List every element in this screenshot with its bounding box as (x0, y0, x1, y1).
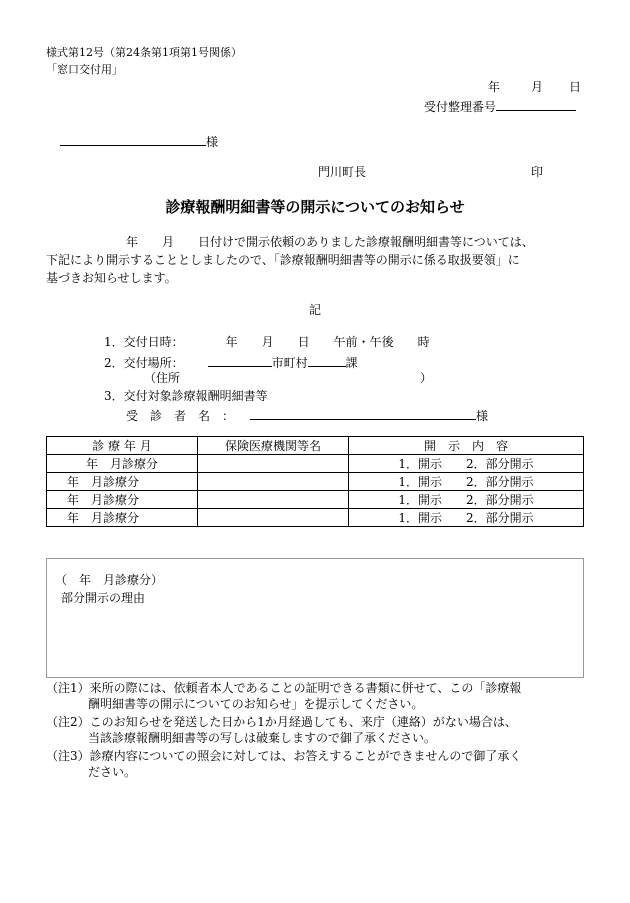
item-2-dept: 課 (345, 356, 358, 370)
note-1-line-1: （注1）来所の際には、依頼者本人であることの証明できる書類に併せて、この「診療報 (46, 681, 522, 695)
patient-row (126, 406, 488, 423)
document-title: 診療報酬明細書等の開示についてのお知らせ (165, 198, 465, 216)
table-header-row (47, 437, 584, 455)
reception-number (424, 97, 576, 114)
note-2-line-2: 当該診療報酬明細書等の写しは破棄しますので御了承ください。 (88, 731, 437, 745)
patient-suffix: 様 (476, 409, 489, 423)
row-content: 1．開示 2．部分開示 (349, 455, 584, 473)
header-hospital: 保険医療機関等名 (198, 437, 349, 455)
table-row (47, 455, 584, 473)
disclosure-table (46, 436, 584, 527)
reason-label: 部分開示の理由 (61, 591, 146, 605)
note-3-line-1: （注3）診療内容についての照会に対しては、お答えすることができませんので御了承く (46, 749, 522, 763)
city-field (208, 353, 272, 367)
header-content: 開 示 内 容 (349, 437, 584, 455)
item-2-label: 2．交付場所： (104, 356, 184, 370)
addressee (60, 132, 218, 149)
item-2-city: 市町村 (271, 356, 308, 370)
row-hospital (198, 473, 349, 491)
row-hospital (198, 455, 349, 473)
table-row (47, 473, 584, 491)
window-label: 「窓口交付用」 (46, 63, 123, 76)
reception-number-field (496, 97, 576, 111)
item-2-address-close: ） (420, 371, 433, 385)
item-2-address-open: （住所 (144, 371, 181, 385)
date-month-label: 月 (531, 80, 544, 94)
addressee-suffix: 様 (206, 135, 219, 149)
table-row (47, 491, 584, 509)
row-hospital (198, 491, 349, 509)
dept-field (308, 353, 346, 367)
intro-line-3: 基づきお知らせします。 (46, 271, 177, 285)
intro-line-1: 年 月 日付けで開示依頼のありました診療報酬明細書等については、 (126, 235, 534, 249)
note-3 (46, 748, 586, 780)
patient-label: 受 診 者 名 ： (126, 409, 235, 423)
note-2 (46, 714, 586, 746)
partial-disclosure-reason-box (46, 558, 584, 678)
item-2 (104, 353, 358, 370)
issuer-name: 門川町長 (318, 165, 367, 179)
patient-name-field (250, 406, 476, 420)
seal-mark: 印 (531, 165, 544, 179)
item-1-label: 1．交付日時： (104, 335, 184, 349)
row-month: 年 月診療分 (47, 455, 198, 473)
row-month: 年 月診療分 (47, 509, 198, 527)
note-3-line-2: ださい。 (88, 765, 137, 779)
ki-heading: 記 (308, 303, 321, 317)
row-content: 1．開示 2．部分開示 (349, 491, 584, 509)
addressee-name-field (60, 132, 206, 146)
row-content: 1．開示 2．部分開示 (349, 473, 584, 491)
note-1-line-2: 酬明細書等の開示についてのお知らせ」を提示してください。 (88, 697, 424, 711)
intro-line-2: 下記により開示することとしましたので、「診療報酬明細書等の開示に係る取扱要領」に (46, 253, 520, 267)
row-month: 年 月診療分 (47, 473, 198, 491)
date-day-label: 日 (569, 80, 582, 94)
row-content: 1．開示 2．部分開示 (349, 509, 584, 527)
row-month: 年 月診療分 (47, 491, 198, 509)
note-1 (46, 680, 586, 712)
intro-paragraph (46, 233, 586, 287)
form-number: 様式第12号（第24条第1項第1号関係） (46, 46, 242, 59)
table-row (47, 509, 584, 527)
header-month: 診 療 年 月 (47, 437, 198, 455)
row-hospital (198, 509, 349, 527)
item-3-label: 3．交付対象診療報酬明細書等 (104, 389, 268, 403)
reason-month: （ 年 月診療分） (55, 573, 164, 587)
reception-number-label: 受付整理番号 (424, 100, 497, 114)
item-1 (104, 335, 430, 349)
item-1-value: 年 月 日 午前・午後 時 (225, 335, 430, 349)
date-year-label: 年 (488, 80, 501, 94)
note-2-line-1: （注2）このお知らせを発送した日から1か月経過しても、来庁（連絡）がない場合は、 (46, 715, 517, 729)
